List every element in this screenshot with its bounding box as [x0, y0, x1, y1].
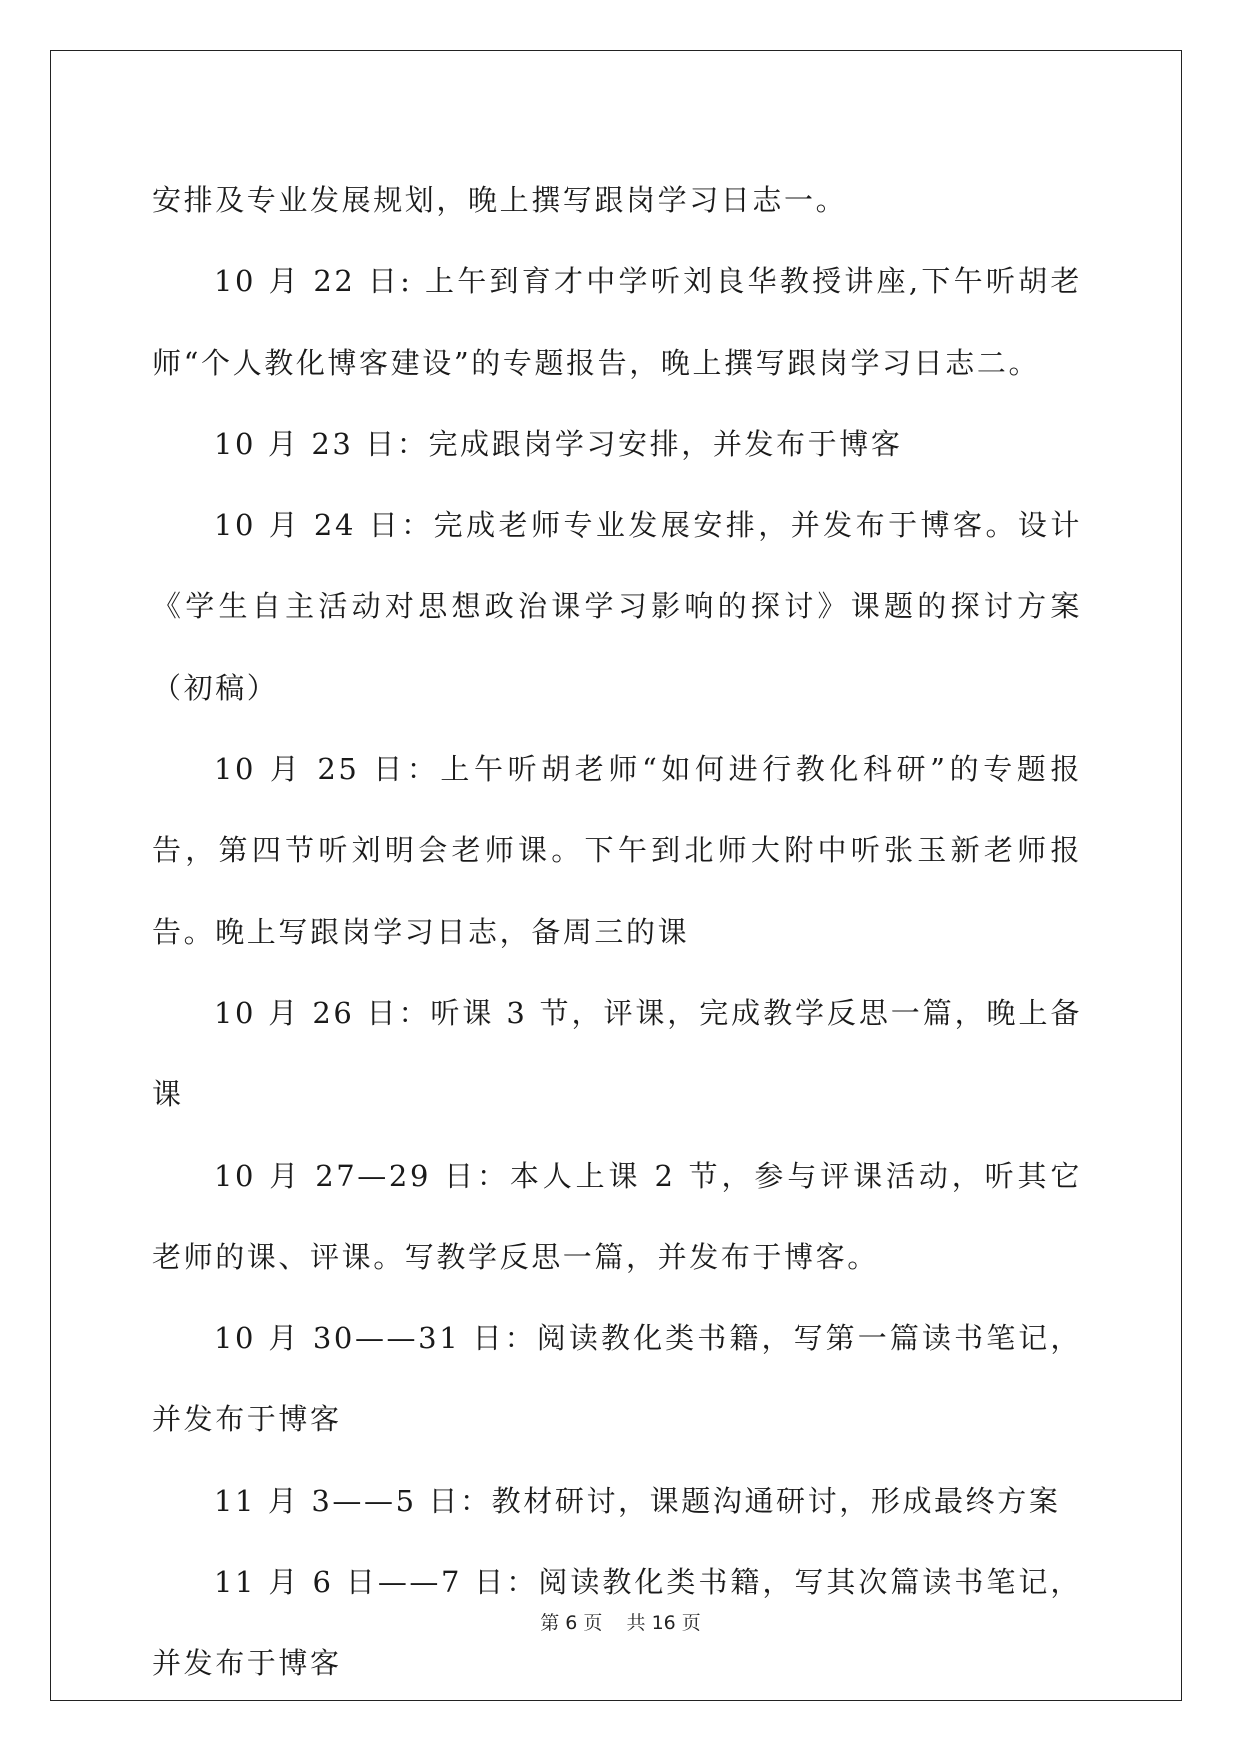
- paragraph-8: 10 月 30——31 日：阅读教化类书籍，写第一篇读书笔记，并发布于博客: [152, 1321, 1082, 1437]
- paragraph-5: 10 月 25 日：上午听胡老师“如何进行教化科研”的专题报告，第四节听刘明会老师课。下午到北师大附中听张玉新老师报告。晚上写跟岗学习日志，备周三的课: [152, 752, 1082, 949]
- paragraph-4: 10 月 24 日：完成老师专业发展安排，并发布于博客。设计《学生自主活动对思想政治课学习影响的探讨》课题的探讨方案（初稿）: [152, 508, 1082, 705]
- paragraph-2: 10 月 22 日: 上午到育才中学听刘良华教授讲座,下午听胡老师“个人教化博客建设”的专题报告，晚上撰写跟岗学习日志二。: [152, 264, 1082, 380]
- paragraph-1: 安排及专业发展规划，晚上撰写跟岗学习日志一。: [152, 183, 848, 217]
- paragraph-3: 10 月 23 日：完成跟岗学习安排，并发布于博客: [214, 426, 903, 461]
- paragraph-7: 10 月 27—29 日：本人上课 2 节，参与评课活动，听其它老师的课、评课。写教学反思一篇，并发布于博客。: [152, 1158, 1082, 1274]
- page-footer: [0, 1608, 1241, 1635]
- paragraph-6: 10 月 26 日：听课 3 节，评课，完成教学反思一篇，晚上备课: [152, 995, 1082, 1112]
- paragraph-9: 11 月 3——5 日：教材研讨，课题沟通研讨，形成最终方案: [214, 1483, 1061, 1518]
- paragraph-10: 11 月 6 日——7 日：阅读教化类书籍，写其次篇读书笔记，并发布于博客: [152, 1565, 1082, 1681]
- page-number-label: 第 6 页 共 16 页: [540, 1612, 701, 1634]
- document-body: [152, 160, 1082, 1705]
